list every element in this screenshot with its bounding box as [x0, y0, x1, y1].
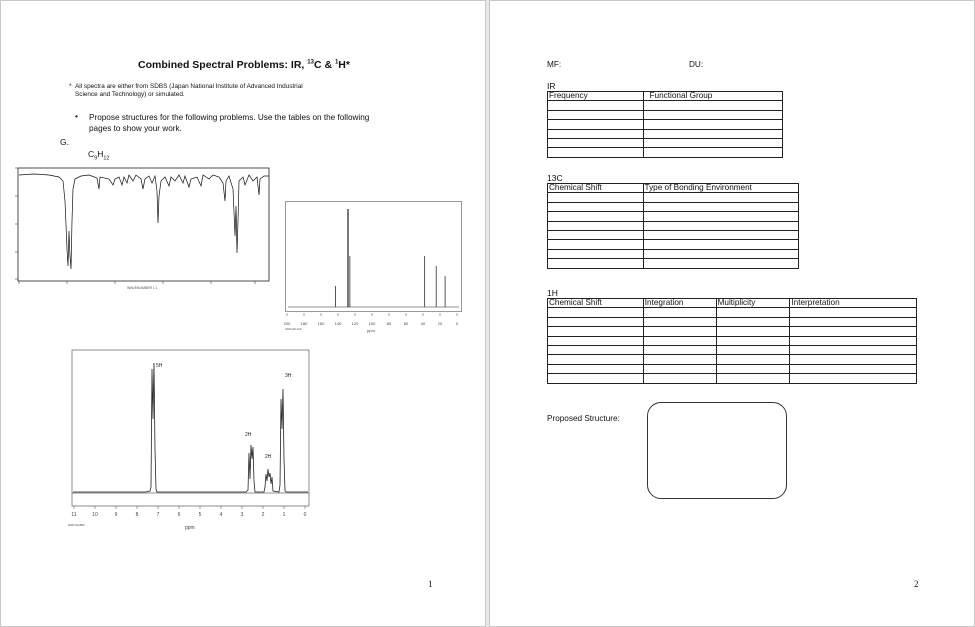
- proposed-structure-box[interactable]: [647, 402, 787, 499]
- h1-tick-label: 10: [92, 512, 98, 518]
- h1-tick-label: 6: [177, 512, 181, 518]
- h1-cell[interactable]: [643, 336, 716, 345]
- h1-tick-label: 5: [198, 512, 202, 518]
- c13-spectrum: [285, 201, 465, 341]
- h1-spectrum: [61, 349, 321, 539]
- proposed-structure-label: Proposed Structure:: [547, 414, 620, 423]
- c13-tick-label: 0: [455, 321, 459, 326]
- c13-cell[interactable]: [643, 202, 798, 211]
- c13-row: [548, 212, 799, 221]
- c13-plot-frame: [286, 202, 462, 312]
- h1-row: [548, 317, 917, 326]
- peak-label-3h: 3H: [285, 373, 292, 379]
- ir-cell[interactable]: [548, 120, 644, 129]
- ir-header-frequency: Frequency: [548, 92, 644, 101]
- h1-cell[interactable]: [643, 327, 716, 336]
- ir-x-axis-label: WAVENUMBER /-1: [127, 286, 158, 290]
- c13-tick-label: 40: [420, 321, 426, 326]
- h1-cell[interactable]: [548, 336, 644, 345]
- h1-row: [548, 336, 917, 345]
- mf-label: MF:: [547, 60, 562, 69]
- h1-unit: ppm: [185, 525, 195, 531]
- c13-tick-label: 140: [334, 321, 342, 326]
- instruction-line-2: pages to show your work.: [89, 124, 182, 133]
- ir-cell[interactable]: [643, 129, 782, 138]
- c13-tick-label: 160: [317, 321, 325, 326]
- c13-cell[interactable]: [548, 212, 644, 221]
- c13-row: [548, 230, 799, 239]
- page-number: 2: [914, 579, 919, 589]
- ir-left-ticks: [15, 168, 18, 279]
- h1-row: [548, 364, 917, 373]
- h1-table: [547, 298, 917, 384]
- h1-row: [548, 308, 917, 317]
- c13-table: [547, 183, 799, 269]
- c13-tick-label: 20: [437, 321, 443, 326]
- h1-cell[interactable]: [790, 327, 917, 336]
- h1-axis-ticks: [71, 506, 306, 518]
- ir-row: [548, 148, 783, 157]
- c13-cell[interactable]: [548, 249, 644, 258]
- h1-cell[interactable]: [643, 317, 716, 326]
- c13-row: [548, 202, 799, 211]
- h1-cell[interactable]: [548, 355, 644, 364]
- c13-tick-label: 120: [351, 321, 359, 326]
- h1-header-integration: Integration: [643, 299, 716, 308]
- h1-cell[interactable]: [716, 355, 790, 364]
- c13-cell[interactable]: [643, 221, 798, 230]
- c13-unit: ppm: [367, 328, 375, 333]
- du-label: DU:: [689, 60, 704, 69]
- ir-bottom-ticks: [19, 281, 255, 284]
- c13-cell[interactable]: [643, 193, 798, 202]
- h1-row: [548, 374, 917, 383]
- ir-row: [548, 110, 783, 119]
- c13-tick-label: 180: [300, 321, 308, 326]
- h1-header-row: [548, 299, 917, 308]
- c13-cell[interactable]: [643, 212, 798, 221]
- h1-cell[interactable]: [548, 327, 644, 336]
- c13-row: [548, 221, 799, 230]
- h1-cell[interactable]: [716, 317, 790, 326]
- h1-cell[interactable]: [716, 345, 790, 354]
- h1-cell[interactable]: [643, 364, 716, 373]
- h1-row: [548, 355, 917, 364]
- c13-cell[interactable]: [548, 259, 644, 268]
- c13-header-row: [548, 184, 799, 193]
- h1-cell[interactable]: [790, 374, 917, 383]
- c13-tick-label: 80: [386, 321, 392, 326]
- c13-cell[interactable]: [643, 259, 798, 268]
- c13-cell[interactable]: [643, 230, 798, 239]
- note-line-1: All spectra are either from SDBS (Japan National Institute of Advanced Industrial: [75, 83, 303, 90]
- ir-cell[interactable]: [548, 110, 644, 119]
- h1-cell[interactable]: [643, 345, 716, 354]
- h1-cell[interactable]: [790, 336, 917, 345]
- ir-cell[interactable]: [643, 110, 782, 119]
- page-2: [489, 0, 975, 627]
- instructions: [89, 112, 429, 134]
- peak-label-5h: 5H: [156, 363, 163, 369]
- c13-header-chemical-shift: Chemical Shift: [548, 184, 644, 193]
- c13-tick-label: 200: [283, 321, 291, 326]
- ir-header-row: [548, 92, 783, 101]
- problem-label: G.: [60, 137, 69, 147]
- ir-spectrum: [9, 161, 271, 291]
- c13-cell[interactable]: [548, 193, 644, 202]
- h1-cell[interactable]: [548, 374, 644, 383]
- h1-cell[interactable]: [548, 317, 644, 326]
- c13-row: [548, 249, 799, 258]
- h1-plot-frame: [72, 350, 309, 506]
- c13-cell[interactable]: [643, 240, 798, 249]
- h1-row: [548, 327, 917, 336]
- h1-cell[interactable]: [790, 317, 917, 326]
- page-number: 1: [428, 579, 433, 589]
- h1-cell[interactable]: [790, 355, 917, 364]
- c13-row: [548, 193, 799, 202]
- h1-cell[interactable]: [716, 364, 790, 373]
- ir-cell[interactable]: [643, 138, 782, 147]
- c13-axis-ticks: [284, 313, 459, 326]
- h1-header-chemical-shift: Chemical Shift: [548, 299, 644, 308]
- c13-table-title: 13C: [547, 173, 563, 183]
- h1-cell[interactable]: [548, 345, 644, 354]
- ir-header-functional-group: Functional Group: [643, 92, 782, 101]
- h1-tick-label: 0: [303, 512, 307, 518]
- page-1: [0, 0, 486, 627]
- c13-row: [548, 240, 799, 249]
- source-note: [69, 83, 395, 99]
- peak-label-2h-b: 2H: [265, 454, 272, 460]
- h1-cell[interactable]: [548, 364, 644, 373]
- c13-tick-label: 100: [368, 321, 376, 326]
- h1-cell[interactable]: [790, 308, 917, 317]
- ir-row: [548, 101, 783, 110]
- molecular-formula: $C_9H_{12}$: [88, 149, 110, 162]
- asterisk: *: [69, 83, 72, 90]
- ir-table: [547, 91, 783, 158]
- c13-cell[interactable]: [548, 240, 644, 249]
- ir-trace: [19, 174, 269, 269]
- h1-tick-label: 8: [135, 512, 139, 518]
- c13-tick-label: 60: [403, 321, 409, 326]
- h1-header-multiplicity: Multiplicity: [716, 299, 790, 308]
- h1-cell[interactable]: [790, 345, 917, 354]
- h1-cell[interactable]: [716, 327, 790, 336]
- c13-row: [548, 259, 799, 268]
- h1-code: HSP-00-882: [68, 523, 85, 527]
- c13-code: CDS-00-112: [285, 327, 302, 331]
- h1-tick-label: 7: [156, 512, 160, 518]
- c13-header-bonding-environment: Type of Bonding Environment: [643, 184, 798, 193]
- h1-cell[interactable]: [716, 308, 790, 317]
- ir-row: [548, 120, 783, 129]
- h1-cell[interactable]: [716, 374, 790, 383]
- c13-cell[interactable]: [643, 249, 798, 258]
- h1-header-interpretation: Interpretation: [790, 299, 917, 308]
- c13-cell[interactable]: [548, 230, 644, 239]
- h1-cell[interactable]: [643, 308, 716, 317]
- h1-tick-label: 1: [282, 512, 286, 518]
- h1-cell[interactable]: [790, 364, 917, 373]
- h1-cell[interactable]: [643, 355, 716, 364]
- h1-tick-label: 2: [261, 512, 265, 518]
- ir-cell[interactable]: [548, 129, 644, 138]
- page-title: Combined Spectral Problems: IR, $^{13}$C & $^1$H*: [138, 59, 350, 71]
- ir-row: [548, 138, 783, 147]
- h1-cell[interactable]: [548, 308, 644, 317]
- h1-tick-label: 4: [219, 512, 223, 518]
- ir-table-title: IR: [547, 81, 556, 91]
- note-line-2: Science and Technology) or simulated.: [75, 91, 185, 98]
- h1-tick-label: 9: [114, 512, 118, 518]
- c13-cell[interactable]: [548, 221, 644, 230]
- ir-cell[interactable]: [643, 120, 782, 129]
- peak-label-2h-a: 2H: [245, 432, 252, 438]
- ir-cell[interactable]: [643, 148, 782, 157]
- h1-cell[interactable]: [643, 374, 716, 383]
- instruction-line-1: Propose structures for the following problems. Use the tables on the following: [89, 113, 370, 122]
- bullet: •: [75, 111, 78, 121]
- ir-cell[interactable]: [643, 101, 782, 110]
- c13-peaks: [335, 209, 445, 307]
- ir-cell[interactable]: [548, 101, 644, 110]
- h1-table-title: 1H: [547, 288, 558, 298]
- h1-row: [548, 345, 917, 354]
- h1-trace: [73, 363, 308, 492]
- h1-tick-label: 11: [71, 512, 77, 518]
- h1-tick-label: 3: [240, 512, 244, 518]
- h1-cell[interactable]: [716, 336, 790, 345]
- c13-cell[interactable]: [548, 202, 644, 211]
- ir-row: [548, 129, 783, 138]
- ir-cell[interactable]: [548, 138, 644, 147]
- ir-cell[interactable]: [548, 148, 644, 157]
